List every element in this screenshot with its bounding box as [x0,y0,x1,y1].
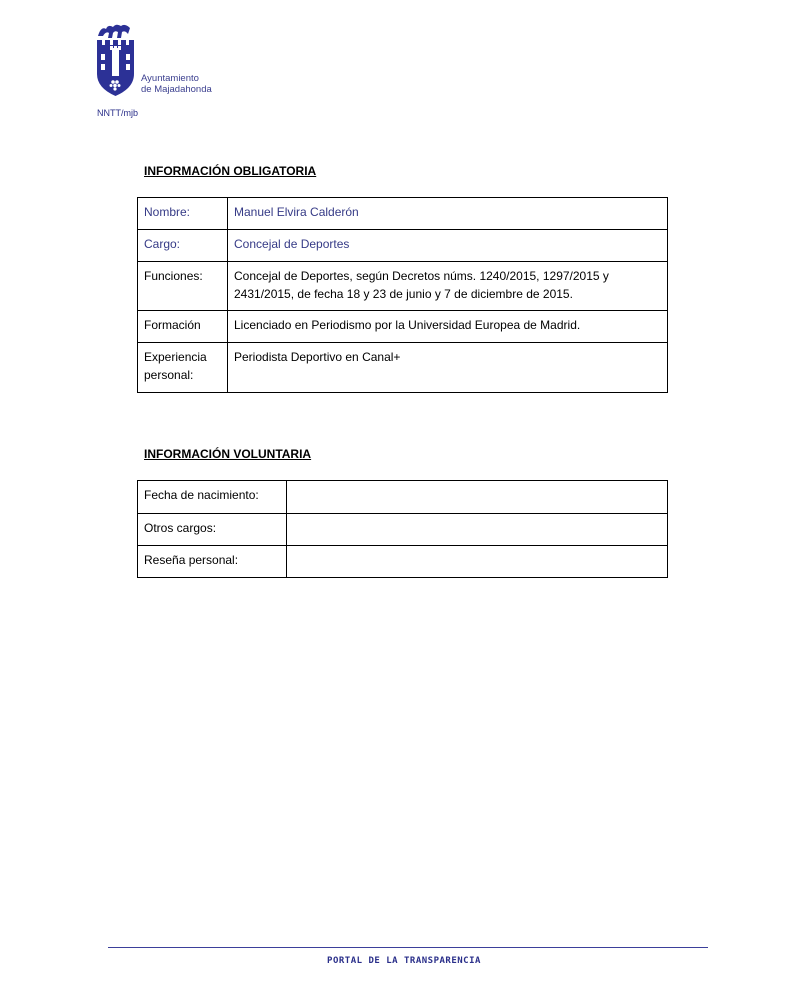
other-positions-label: Otros cargos: [138,514,287,546]
other-positions-value [287,514,668,546]
personal-review-value [287,546,668,578]
personal-review-label: Reseña personal: [138,546,287,578]
table-row [138,230,668,262]
mandatory-info-table [137,197,668,393]
table-row [138,481,668,514]
mandatory-section-title: INFORMACIÓN OBLIGATORIA [144,164,317,178]
document-reference: NNTT/mjb [97,108,138,118]
experience-value: Periodista Deportivo en Canal+ [228,343,668,393]
education-label: Formación [138,311,228,343]
education-value: Licenciado en Periodismo por la Universidad Europea de Madrid. [228,311,668,343]
organization-name: Ayuntamiento de Majadahonda [141,73,212,95]
birth-date-value [287,481,668,514]
footer-portal-title: PORTAL DE LA TRANSPARENCIA [327,956,481,966]
footer-divider [108,947,708,948]
table-row [138,343,668,393]
table-row [138,514,668,546]
voluntary-info-table [137,480,668,578]
functions-label: Funciones: [138,262,228,311]
birth-date-label: Fecha de nacimiento: [138,481,287,514]
name-value: Manuel Elvira Calderón [228,198,668,230]
functions-value: Concejal de Deportes, según Decretos núms. 1240/2015, 1297/2015 y 2431/2015, de fecha 18 y 23 de junio y 7 de diciembre de 2015. [228,262,668,311]
table-row [138,262,668,311]
position-label: Cargo: [138,230,228,262]
voluntary-section-title: INFORMACIÓN VOLUNTARIA [144,447,312,461]
table-row [138,311,668,343]
table-row [138,546,668,578]
experience-label: Experiencia personal: [138,343,228,393]
table-row [138,198,668,230]
name-label: Nombre: [138,198,228,230]
coat-of-arms-icon [95,22,137,98]
municipal-logo [95,22,225,102]
position-value: Concejal de Deportes [228,230,668,262]
